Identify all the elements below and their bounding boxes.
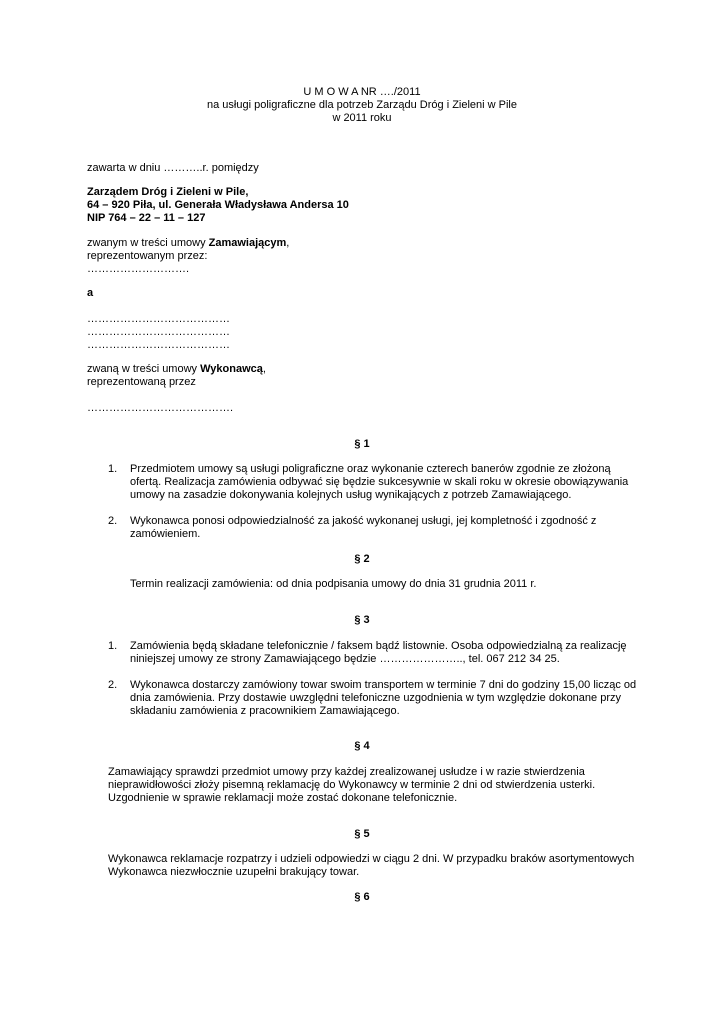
s5-line2: Wykonawca niezwłocznie uzupełni brakujący towar. [108, 866, 360, 878]
s2-text: Termin realizacji zamówienia: od dnia podpisania umowy do dnia 31 grudnia 2011 r. [130, 578, 537, 590]
party2-role-prefix: zwaną w treści umowy [87, 363, 201, 375]
party2-role-line [87, 363, 266, 376]
party2-blank-1: ………………………………… [87, 313, 230, 325]
contract-title: U M O W A NR …./2011 [303, 86, 421, 98]
intro-line: zawarta w dniu ………..r. pomiędzy [87, 162, 259, 174]
s3-item2-text [130, 679, 638, 718]
s5-line1: Wykonawca reklamacje rozpatrzy i udzieli odpowiedzi w ciągu 2 dni. W przypadku braków asortymentowych [108, 853, 635, 865]
party2-rep: reprezentowaną przez [87, 376, 196, 388]
s4-text [108, 766, 638, 805]
party1-nip: NIP 764 – 22 – 11 – 127 [87, 212, 206, 224]
s1-item1-line1: Przedmiotem umowy są usługi poligraficzne oraz wykonanie czterech banerów zgodnie ze złożoną [130, 463, 611, 475]
party1-role-prefix: zwanym w treści umowy [87, 237, 209, 249]
party1-name: Zarządem Dróg i Zieleni w Pile, [87, 186, 249, 198]
s3-item2-line3: składaniu zamówienia z pracownikiem Zamawiającego. [130, 705, 400, 717]
party1-rep: reprezentowanym przez: [87, 250, 208, 262]
s4-line3: Uzgodnienie w sprawie reklamacji może zostać dokonane telefonicznie. [108, 792, 458, 804]
s3-item1-number: 1. [108, 640, 118, 652]
party2-role: Wykonawcą [200, 363, 263, 375]
section-6-heading: § 6 [354, 891, 370, 903]
s1-item2-number: 2. [108, 515, 118, 527]
s4-line1: Zamawiający sprawdzi przedmiot umowy przy każdej zrealizowanej usłudze i w razie stwierdzenia [108, 766, 585, 778]
party1-role-line [87, 237, 289, 250]
contract-year: w 2011 roku [332, 112, 392, 124]
party2-role-suffix: , [262, 363, 266, 375]
s3-item1-line1: Zamówienia będą składane telefonicznie / faksem bądź listownie. Osoba odpowiedzialną za realizację [130, 640, 627, 652]
s1-item1-line3: umowy na zasadzie dokonywania kolejnych usług wynikających z potrzeb Zamawiającego. [130, 489, 572, 501]
s3-item2-number: 2. [108, 679, 118, 691]
s3-item2-line1: Wykonawca dostarczy zamówiony towar swoim transportem w terminie 7 dni do godziny 15,00 licząc od [130, 679, 637, 691]
s1-item2-line2: zamówieniem. [130, 528, 201, 540]
party2-blank-2: ………………………………… [87, 326, 230, 338]
party2-blank-3: ………………………………… [87, 339, 230, 351]
s3-item2-line2: dnia zamówienia. Przy dostawie uwzględni telefoniczne uzgodnienia w tym względzie dokonane przy [130, 692, 621, 704]
party1-role-suffix: , [286, 237, 290, 249]
s1-item1-line2: ofertą. Realizacja zamówienia odbywać się będzie sukcesywnie w skali roku w okresie obowiązywania [130, 476, 629, 488]
party1-role: Zamawiającym [208, 237, 287, 249]
section-5-heading: § 5 [354, 828, 370, 840]
section-4-heading: § 4 [354, 740, 370, 752]
s1-item2-line1: Wykonawca ponosi odpowiedzialność za jakość wykonanej usługi, jej kompletność i zgodność z [130, 515, 597, 527]
party2-rep-blank: …………………………………. [87, 402, 234, 414]
s1-item2-text [130, 515, 638, 541]
s1-item1-number: 1. [108, 463, 118, 475]
s3-item1-line2: niniejszej umowy ze strony Zamawiającego będzie ………………….., tel. 067 212 34 25. [130, 653, 560, 665]
party1-address: 64 – 920 Piła, ul. Generała Władysława Andersa 10 [87, 199, 349, 211]
section-1-heading: § 1 [354, 438, 370, 450]
conjunction-a: a [87, 287, 94, 299]
s5-text [108, 853, 638, 879]
s1-item1-text [130, 463, 638, 502]
section-2-heading: § 2 [354, 553, 370, 565]
contract-subtitle: na usługi poligraficzne dla potrzeb Zarządu Dróg i Zieleni w Pile [207, 99, 517, 111]
section-3-heading: § 3 [354, 614, 370, 626]
s3-item1-text [130, 640, 638, 666]
party1-rep-blank: ………………………. [87, 263, 190, 275]
s4-line2: nieprawidłowości złoży pisemną reklamację do Wykonawcy w terminie 2 dni od stwierdzenia usterki. [108, 779, 596, 791]
